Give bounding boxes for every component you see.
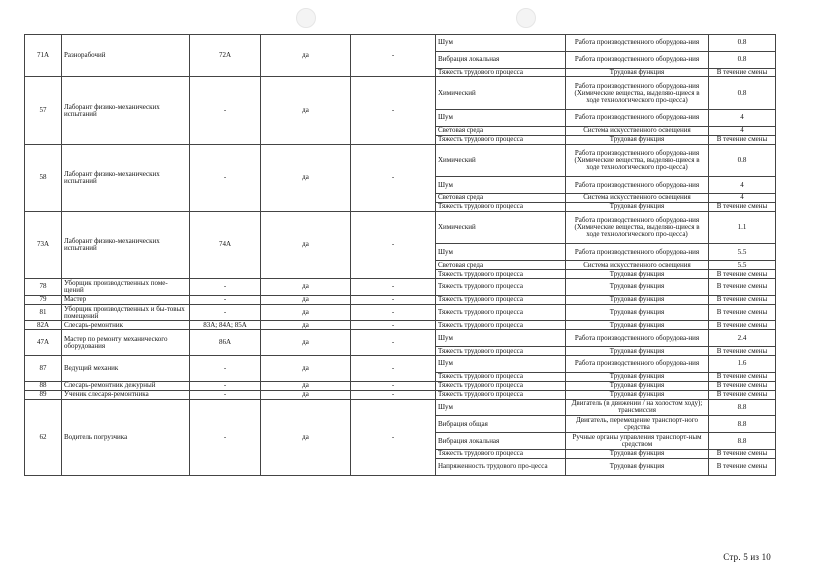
job-title: Лаборант физико-механических испытаний [62, 144, 190, 211]
same-conditions: да [261, 381, 351, 390]
table-row [25, 399, 776, 416]
analog-workplaces: - [190, 304, 261, 321]
hazard-factor: Тяжесть трудового процесса [436, 449, 566, 458]
same-conditions: да [261, 35, 351, 77]
differences: - [351, 381, 436, 390]
differences: - [351, 330, 436, 356]
analog-workplaces: 74А [190, 211, 261, 278]
exposure-value: В течение смены [709, 381, 776, 390]
exposure-value: В течение смены [709, 458, 776, 475]
hazard-source: Работа производственного оборудова-ния [566, 110, 709, 127]
exposure-value: В течение смены [709, 68, 776, 77]
page-number: Стр. 5 из 10 [723, 552, 771, 562]
hazard-factor: Шум [436, 244, 566, 261]
exposure-value: 8.8 [709, 399, 776, 416]
same-conditions: да [261, 279, 351, 296]
exposure-value: 5.5 [709, 244, 776, 261]
table-row [25, 279, 776, 296]
analog-workplaces: - [190, 279, 261, 296]
analog-workplaces: 86А [190, 330, 261, 356]
hazard-factor: Химический [436, 144, 566, 177]
exposure-value: В течение смены [709, 347, 776, 356]
hazard-source: Трудовая функция [566, 321, 709, 330]
hazard-source: Работа производственного оборудова-ния [566, 51, 709, 68]
hazard-factor: Тяжесть трудового процесса [436, 321, 566, 330]
differences: - [351, 211, 436, 278]
hazard-factor: Тяжесть трудового процесса [436, 202, 566, 211]
hazard-factor: Химический [436, 211, 566, 244]
hazard-factor: Шум [436, 399, 566, 416]
hazard-source: Работа производственного оборудова-ния [566, 330, 709, 347]
hazard-source: Трудовая функция [566, 270, 709, 279]
hazard-source: Трудовая функция [566, 279, 709, 296]
differences: - [351, 390, 436, 399]
exposure-value: 0.8 [709, 77, 776, 110]
same-conditions: да [261, 330, 351, 356]
hazard-factor: Шум [436, 330, 566, 347]
job-title: Ученик слесаря-ремонтника [62, 390, 190, 399]
hazard-factor: Тяжесть трудового процесса [436, 295, 566, 304]
table-row [25, 381, 776, 390]
table-row [25, 390, 776, 399]
hazard-source: Трудовая функция [566, 381, 709, 390]
job-title: Мастер по ремонту механического оборудования [62, 330, 190, 356]
differences: - [351, 356, 436, 382]
job-title: Уборщик производственных поме-щений [62, 279, 190, 296]
same-conditions: да [261, 77, 351, 144]
workplace-number: 73А [25, 211, 62, 278]
hazard-source: Трудовая функция [566, 347, 709, 356]
hazard-factor: Шум [436, 356, 566, 373]
job-title: Ведущий механик [62, 356, 190, 382]
job-title: Разнорабочий [62, 35, 190, 77]
exposure-value: 8.8 [709, 416, 776, 433]
same-conditions: да [261, 356, 351, 382]
analog-workplaces: - [190, 356, 261, 382]
table-row [25, 356, 776, 373]
same-conditions: да [261, 399, 351, 475]
exposure-value: 1.1 [709, 211, 776, 244]
workplace-number: 89 [25, 390, 62, 399]
hazard-source: Работа производственного оборудова-ния (Химические вещества, выделяю-щиеся в ходе технологического про-цесса) [566, 211, 709, 244]
workplace-number: 87 [25, 356, 62, 382]
punch-hole [516, 8, 536, 28]
exposure-value: 0.8 [709, 35, 776, 52]
same-conditions: да [261, 295, 351, 304]
job-title: Лаборант физико-механических испытаний [62, 211, 190, 278]
workplace-number: 82А [25, 321, 62, 330]
hazard-source: Трудовая функция [566, 372, 709, 381]
hazard-factor: Тяжесть трудового процесса [436, 279, 566, 296]
exposure-value: В течение смены [709, 295, 776, 304]
exposure-value: В течение смены [709, 304, 776, 321]
hazard-source: Трудовая функция [566, 68, 709, 77]
hazard-factor: Тяжесть трудового процесса [436, 68, 566, 77]
hazard-factor: Тяжесть трудового процесса [436, 135, 566, 144]
hazard-source: Двигатель, перемещение транспорт-ного средства [566, 416, 709, 433]
workplaces-table [24, 34, 776, 476]
hazard-factor: Тяжесть трудового процесса [436, 347, 566, 356]
job-title: Слесарь-ремонтник [62, 321, 190, 330]
table-row [25, 77, 776, 110]
hazard-source: Трудовая функция [566, 202, 709, 211]
same-conditions: да [261, 321, 351, 330]
analog-workplaces: - [190, 381, 261, 390]
job-title: Водитель погрузчика [62, 399, 190, 475]
hazard-factor: Химический [436, 77, 566, 110]
hazard-source: Трудовая функция [566, 295, 709, 304]
hazard-factor: Шум [436, 110, 566, 127]
exposure-value: 4 [709, 126, 776, 135]
hazard-factor: Напряженность трудового про-цесса [436, 458, 566, 475]
hazard-source: Двигатель (в движении / на холостом ходу); трансмиссия [566, 399, 709, 416]
exposure-value: В течение смены [709, 135, 776, 144]
analog-workplaces: - [190, 390, 261, 399]
exposure-value: В течение смены [709, 279, 776, 296]
table-row [25, 144, 776, 177]
hazard-source: Трудовая функция [566, 458, 709, 475]
hazard-source: Работа производственного оборудова-ния [566, 244, 709, 261]
table-row [25, 35, 776, 52]
exposure-value: В течение смены [709, 321, 776, 330]
exposure-value: 2.4 [709, 330, 776, 347]
hazard-source: Ручные органы управления транспорт-ным средством [566, 433, 709, 450]
hazard-factor: Шум [436, 35, 566, 52]
analog-workplaces: - [190, 144, 261, 211]
workplace-number: 58 [25, 144, 62, 211]
hazard-source: Система искусственного освещения [566, 126, 709, 135]
differences: - [351, 304, 436, 321]
job-title: Мастер [62, 295, 190, 304]
exposure-value: 4 [709, 177, 776, 194]
table-row [25, 321, 776, 330]
hazard-source: Трудовая функция [566, 390, 709, 399]
hazard-source: Система искусственного освещения [566, 194, 709, 203]
workplace-number: 47А [25, 330, 62, 356]
hazard-factor: Тяжесть трудового процесса [436, 390, 566, 399]
hazard-source: Трудовая функция [566, 449, 709, 458]
exposure-value: 5.5 [709, 261, 776, 270]
table-body [25, 35, 776, 476]
hazard-source: Работа производственного оборудова-ния (Химические вещества, выделяю-щиеся в ходе технологического про-цесса) [566, 144, 709, 177]
exposure-value: 4 [709, 194, 776, 203]
exposure-value: В течение смены [709, 449, 776, 458]
differences: - [351, 295, 436, 304]
same-conditions: да [261, 390, 351, 399]
hazard-source: Система искусственного освещения [566, 261, 709, 270]
workplace-number: 57 [25, 77, 62, 144]
hazard-source: Работа производственного оборудова-ния [566, 177, 709, 194]
hazard-source: Трудовая функция [566, 304, 709, 321]
hazard-source: Работа производственного оборудова-ния [566, 356, 709, 373]
hazard-source: Трудовая функция [566, 135, 709, 144]
exposure-value: 8.8 [709, 433, 776, 450]
hazard-factor: Световая среда [436, 194, 566, 203]
differences: - [351, 77, 436, 144]
hazard-factor: Тяжесть трудового процесса [436, 304, 566, 321]
workplace-number: 81 [25, 304, 62, 321]
workplace-number: 88 [25, 381, 62, 390]
hazard-factor: Тяжесть трудового процесса [436, 372, 566, 381]
job-title: Слесарь-ремонтник дежурный [62, 381, 190, 390]
hazard-factor: Тяжесть трудового процесса [436, 381, 566, 390]
differences: - [351, 35, 436, 77]
workplace-number: 71А [25, 35, 62, 77]
same-conditions: да [261, 144, 351, 211]
job-title: Уборщик производственных и бы-товых помещений [62, 304, 190, 321]
hazard-factor: Шум [436, 177, 566, 194]
table-row [25, 211, 776, 244]
hazard-source: Работа производственного оборудова-ния (Химические вещества, выделяю-щиеся в ходе технологического про-цесса) [566, 77, 709, 110]
exposure-value: 1.6 [709, 356, 776, 373]
differences: - [351, 321, 436, 330]
differences: - [351, 279, 436, 296]
analog-workplaces: - [190, 295, 261, 304]
exposure-value: В течение смены [709, 270, 776, 279]
analog-workplaces: 72А [190, 35, 261, 77]
exposure-value: 0.8 [709, 144, 776, 177]
punch-hole [296, 8, 316, 28]
hazard-factor: Вибрация общая [436, 416, 566, 433]
same-conditions: да [261, 304, 351, 321]
exposure-value: В течение смены [709, 372, 776, 381]
analog-workplaces: - [190, 399, 261, 475]
exposure-value: 0.8 [709, 51, 776, 68]
job-title: Лаборант физико-механических испытаний [62, 77, 190, 144]
workplace-number: 62 [25, 399, 62, 475]
exposure-value: 4 [709, 110, 776, 127]
hazard-factor: Вибрация локальная [436, 51, 566, 68]
analog-workplaces: 83А; 84А; 85А [190, 321, 261, 330]
workplace-number: 78 [25, 279, 62, 296]
differences: - [351, 399, 436, 475]
same-conditions: да [261, 211, 351, 278]
workplace-number: 79 [25, 295, 62, 304]
table-row [25, 304, 776, 321]
hazard-source: Работа производственного оборудова-ния [566, 35, 709, 52]
analog-workplaces: - [190, 77, 261, 144]
table-row [25, 330, 776, 347]
exposure-value: В течение смены [709, 202, 776, 211]
hazard-factor: Вибрация локальная [436, 433, 566, 450]
hazard-factor: Световая среда [436, 261, 566, 270]
table-row [25, 295, 776, 304]
hazard-factor: Световая среда [436, 126, 566, 135]
hazard-factor: Тяжесть трудового процесса [436, 270, 566, 279]
differences: - [351, 144, 436, 211]
exposure-value: В течение смены [709, 390, 776, 399]
